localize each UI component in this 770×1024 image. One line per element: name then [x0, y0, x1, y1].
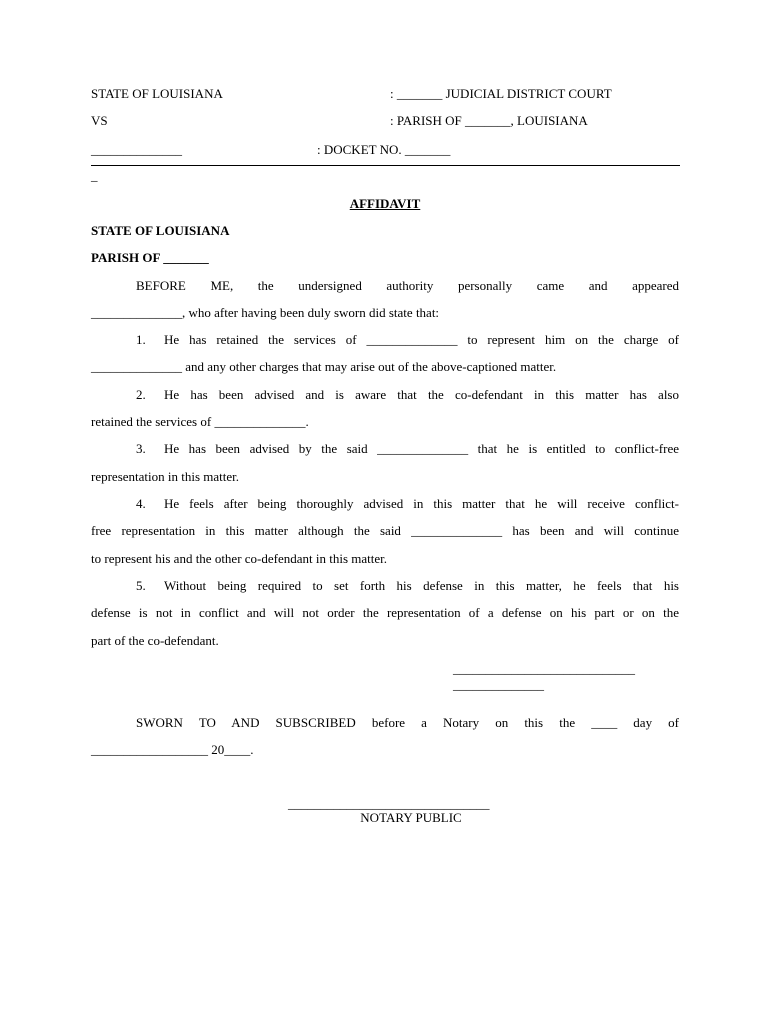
caption-vs: VS	[91, 113, 108, 128]
paragraph-1-line-1: He has retained the services of ______________ to represent him on the charge of	[164, 332, 679, 347]
paragraph-5-line-3: part of the co-defendant.	[91, 633, 219, 648]
paragraph-5-line-2: defense is not in conflict and will not order the representation of a defense on his part or on the	[91, 605, 679, 620]
caption-parish: : PARISH OF _______, LOUISIANA	[390, 113, 588, 128]
paragraph-2-line-1: He has been advised and is aware that the co-defendant in this matter has also	[164, 387, 679, 402]
paragraph-4-line-3: to represent his and the other co-defendant in this matter.	[91, 551, 388, 566]
paragraph-3-line-1: He has been advised by the said ______________ that he is entitled to conflict-free	[164, 441, 679, 456]
paragraph-1-line-2: ______________ and any other charges that may arise out of the above-captioned matter.	[91, 359, 557, 374]
paragraph-5-line-1: Without being required to set forth his defense in this matter, he feels that his	[164, 578, 679, 593]
intro-line-1: BEFORE ME, the undersigned authority personally came and appeared	[136, 278, 679, 293]
affiant-signature-line: ____________________________	[453, 661, 635, 676]
caption-state: STATE OF LOUISIANA	[91, 86, 223, 101]
venue-state: STATE OF LOUISIANA	[91, 223, 230, 238]
venue-parish: PARISH OF _______	[91, 250, 209, 265]
paragraph-3-line-2: representation in this matter.	[91, 469, 240, 484]
paragraph-3-number: 3.	[136, 441, 146, 456]
document-title: AFFIDAVIT	[349, 196, 421, 211]
caption-rule	[91, 165, 680, 166]
paragraph-2-number: 2.	[136, 387, 146, 402]
affiant-name-line: ______________	[453, 677, 544, 692]
paragraph-2-line-2: retained the services of ______________.	[91, 414, 309, 429]
paragraph-4-number: 4.	[136, 496, 146, 511]
paragraph-1-number: 1.	[136, 332, 146, 347]
paragraph-4-line-1: He feels after being thoroughly advised in this matter that he will receive conflict-	[164, 496, 679, 511]
jurat-line-2: __________________ 20____.	[91, 742, 254, 757]
intro-line-2: ______________, who after having been duly sworn did state that:	[91, 305, 440, 320]
notary-signature-line: _______________________________	[288, 796, 490, 811]
paragraph-4-line-2: free representation in this matter although the said ______________ has been and will continue	[91, 523, 679, 538]
notary-label: NOTARY PUBLIC	[360, 810, 462, 825]
caption-court: : _______ JUDICIAL DISTRICT COURT	[390, 86, 612, 101]
caption-party-blank: ______________	[91, 142, 182, 157]
paragraph-5-number: 5.	[136, 578, 146, 593]
jurat-line-1: SWORN TO AND SUBSCRIBED before a Notary on this the ____ day of	[136, 715, 679, 730]
caption-docket: : DOCKET NO. _______	[317, 142, 451, 157]
caption-rule-tail: _	[91, 168, 98, 183]
